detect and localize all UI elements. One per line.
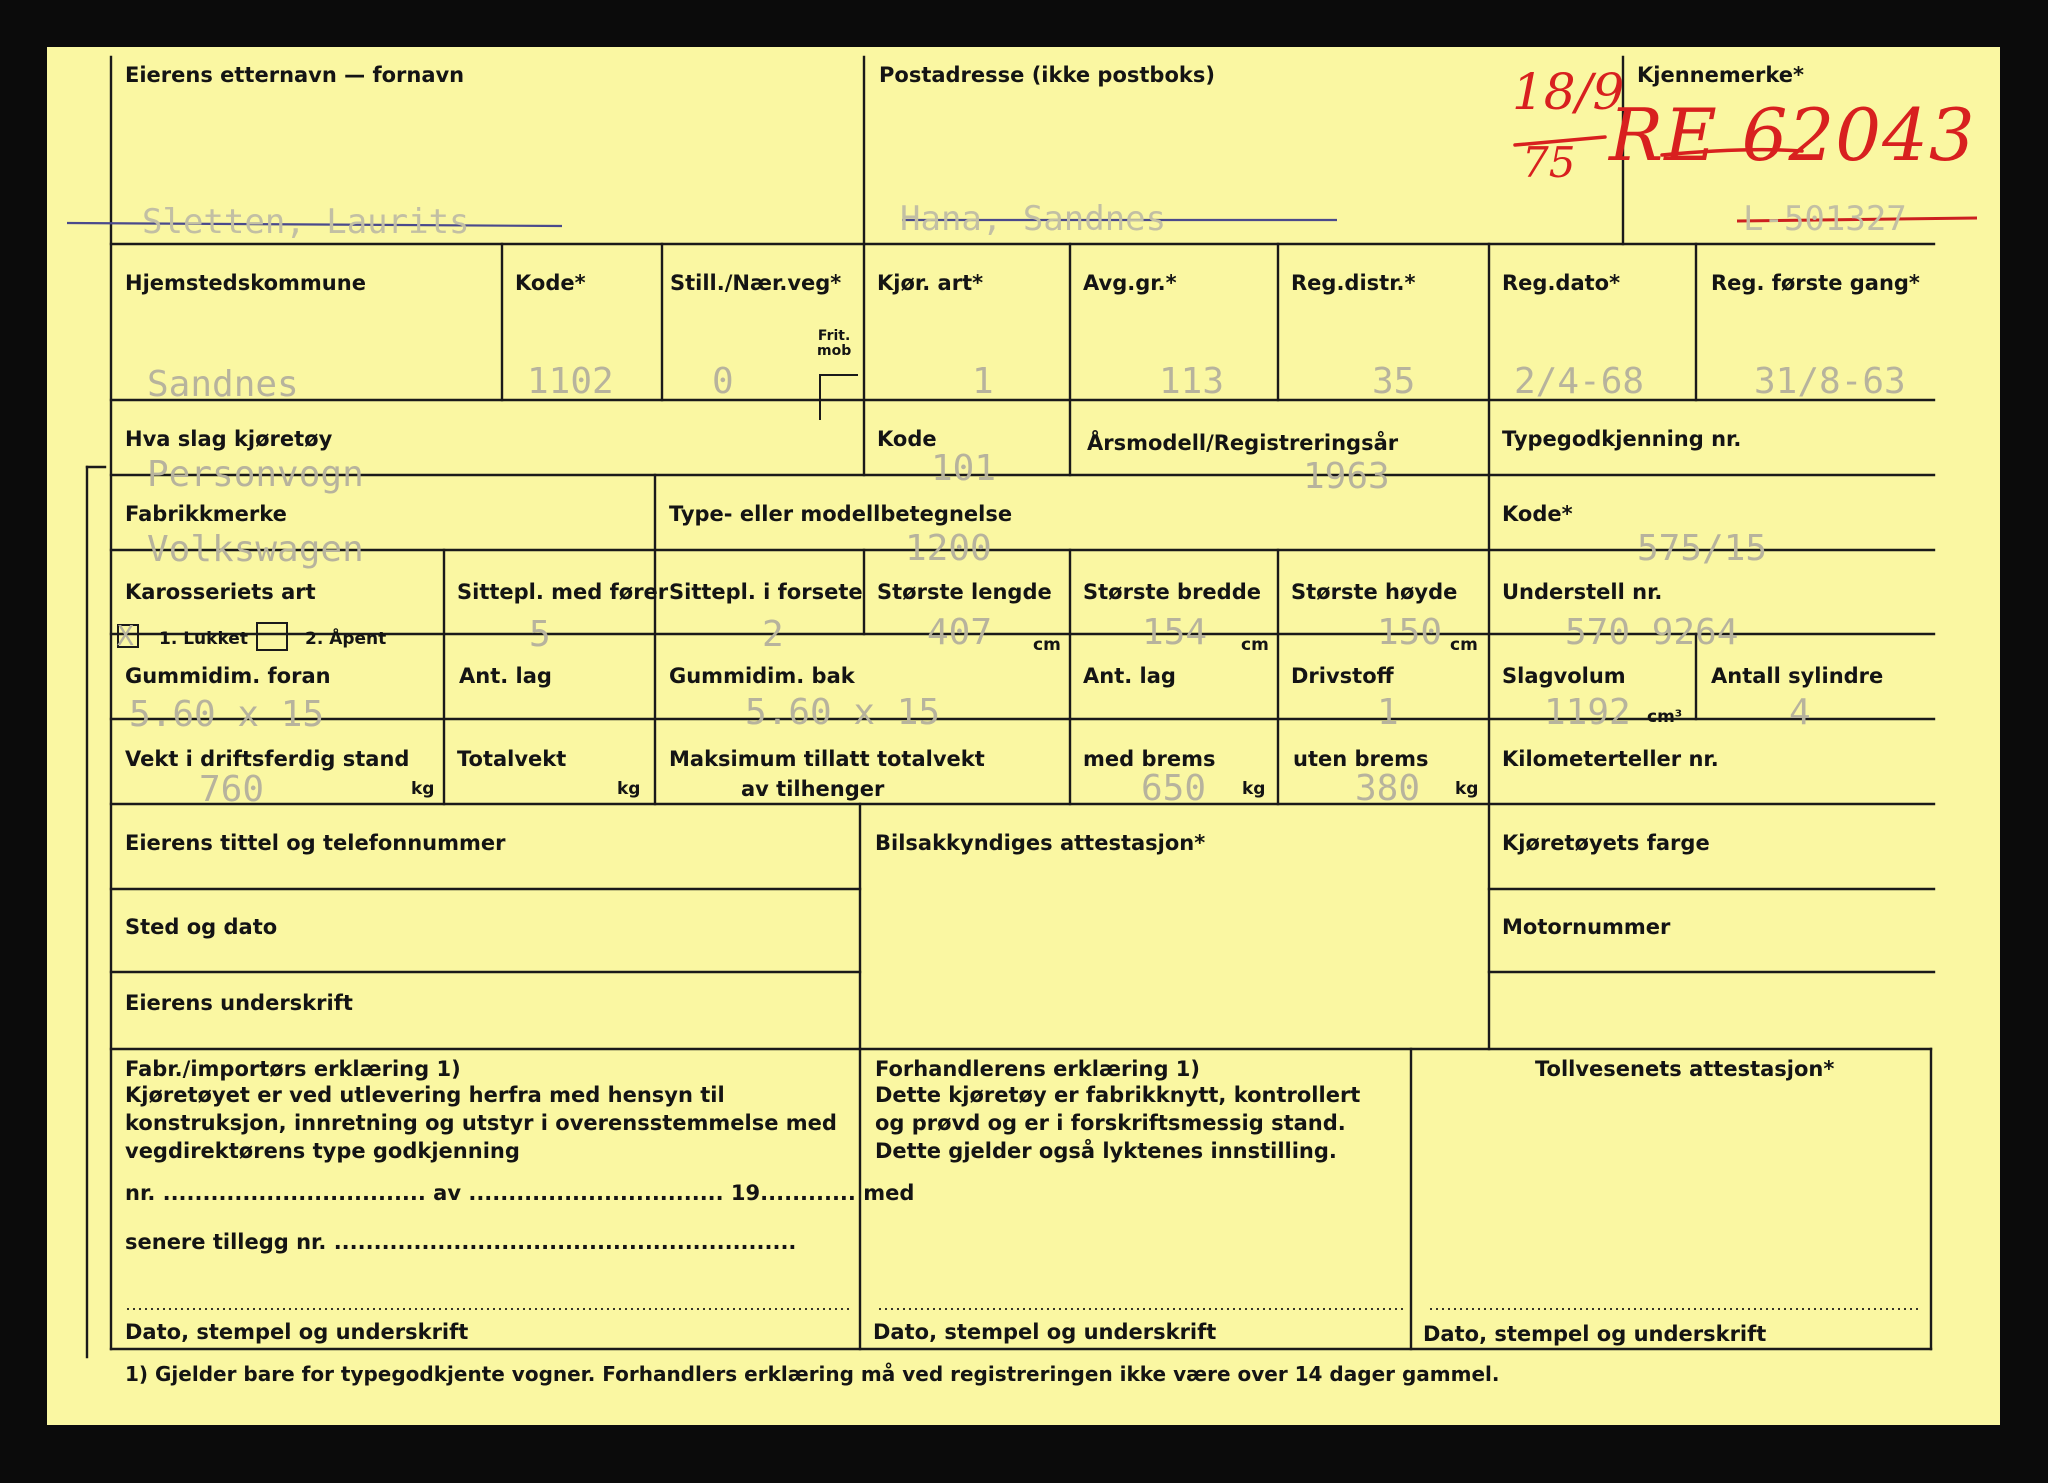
approval-nr-line: nr. ................................. av ................................ 19............ med (125, 1181, 915, 1205)
dealer-declaration-text: Dette kjøretøy er fabrikknytt, kontrollert og prøvd og er i forskriftsmessig stand. Dette gjelder også lyktenes innstilling. (875, 1083, 1361, 1163)
reg-date-label: Reg.dato* (1502, 271, 1621, 295)
municipality-value: Sandnes (147, 364, 299, 405)
position-label: Still./Nær.veg* (670, 271, 842, 295)
displacement-value: 1192 (1544, 692, 1631, 733)
vehicle-kind-label: Hva slag kjøretøy (125, 427, 333, 451)
owner-name-value: Sletten, Laurits (142, 202, 470, 242)
engine-number-label: Motornummer (1502, 915, 1671, 939)
driving-type-label: Kjør. art* (877, 271, 984, 295)
manufacturer-stamp-label: Dato, stempel og underskrift (125, 1320, 469, 1344)
cylinders-value: 4 (1789, 692, 1811, 733)
vehicle-code-value: 101 (931, 448, 997, 489)
with-brakes-unit: kg (1242, 779, 1266, 799)
displacement-label: Slagvolum (1502, 664, 1626, 688)
height-unit: cm (1450, 635, 1478, 655)
chassis-value: 570 9264 (1565, 612, 1739, 653)
height-value: 150 (1377, 612, 1443, 653)
vehicle-color-label: Kjøretøyets farge (1502, 831, 1710, 855)
body-label: Karosseriets art (125, 580, 316, 604)
municipality-label: Hjemstedskommune (125, 271, 366, 295)
weight-unit: kg (411, 779, 435, 799)
form-grid-lines (47, 47, 2000, 1425)
with-brakes-value: 650 (1141, 768, 1207, 809)
footnote: 1) Gjelder bare for typegodkjente vogner. Forhandlers erklæring må ved registreringen ikke være over 14 dager gammel. (125, 1362, 1500, 1386)
municipality-code-label: Kode* (515, 271, 586, 295)
owner-signature-label: Eierens underskrift (125, 991, 353, 1015)
fuel-label: Drivstoff (1291, 664, 1394, 688)
owner-name-label: Eierens etternavn — fornavn (125, 63, 465, 87)
customs-stamp-label: Dato, stempel og underskrift (1423, 1322, 1767, 1346)
tyre-front-label: Gummidim. foran (125, 664, 331, 688)
vehicle-code-label: Kode (877, 427, 937, 451)
displacement-unit: cm³ (1647, 707, 1683, 727)
tyre-front-value: 5.60 x 15 (129, 694, 325, 735)
address-label: Postadresse (ikke postboks) (879, 63, 1215, 87)
total-weight-label: Totalvekt (457, 747, 567, 771)
model-code-value: 575/15 (1637, 528, 1768, 569)
handwritten-date-bottom: 75 (1522, 138, 1576, 187)
seats-front-label: Sittepl. i forsete (669, 580, 863, 604)
max-total-label: Maksimum tillatt totalvekt (669, 747, 985, 771)
position-value: 0 (712, 361, 734, 402)
without-brakes-value: 380 (1355, 768, 1421, 809)
type-approval-label: Typegodkjenning nr. (1502, 427, 1742, 451)
registration-card (47, 47, 2000, 1425)
model-year-value: 1963 (1303, 456, 1390, 497)
cylinders-label: Antall sylindre (1711, 664, 1884, 688)
weight-value: 760 (199, 769, 265, 810)
municipality-code-value: 1102 (527, 361, 614, 402)
fritid-label: Frit. mob (817, 328, 852, 359)
old-plate-value: L-501327 (1743, 199, 1907, 239)
reg-district-label: Reg.distr.* (1291, 271, 1416, 295)
inspector-attestation-label: Bilsakkyndiges attestasjon* (875, 831, 1206, 855)
plate-label: Kjennemerke* (1637, 63, 1804, 87)
later-addendum-line: senere tillegg nr. .......................................................... (125, 1230, 797, 1254)
width-unit: cm (1241, 635, 1269, 655)
dealer-declaration-title: Forhandlerens erklæring 1) (875, 1057, 1201, 1081)
seats-front-value: 2 (762, 614, 784, 655)
owner-title-phone-label: Eierens tittel og telefonnummer (125, 831, 506, 855)
seats-driver-label: Sittepl. med fører (457, 580, 669, 604)
fuel-value: 1 (1377, 692, 1399, 733)
address-value: Hana, Sandnes (900, 199, 1167, 239)
first-reg-label: Reg. første gang* (1711, 271, 1920, 295)
length-label: Største lengde (877, 580, 1052, 604)
make-label: Fabrikkmerke (125, 502, 287, 526)
without-brakes-unit: kg (1455, 779, 1479, 799)
odometer-label: Kilometerteller nr. (1502, 747, 1719, 771)
model-value: 1200 (905, 528, 992, 569)
body-closed-label: 1. Lukket (159, 629, 248, 649)
tyre-rear-label: Gummidim. bak (669, 664, 855, 688)
trailer-label: av tilhenger (741, 777, 885, 801)
weight-label: Vekt i driftsferdig stand (125, 747, 410, 771)
manufacturer-declaration-text: Kjøretøyet er ved utlevering herfra med hensyn til konstruksjon, innretning og utstyr i overensstemmelse med vegdirektørens type godkjenning (125, 1083, 837, 1163)
length-unit: cm (1033, 635, 1061, 655)
customs-attestation-title: Tollvesenets attestasjon* (1535, 1057, 1835, 1081)
rear-layers-label: Ant. lag (1083, 664, 1176, 688)
driving-type-value: 1 (972, 361, 994, 402)
vehicle-kind-value: Personvogn (147, 454, 364, 495)
width-value: 154 (1142, 612, 1208, 653)
make-value: Volkswagen (147, 529, 364, 570)
without-brakes-label: uten brems (1293, 747, 1429, 771)
handwritten-new-plate: RE 62043 (1609, 93, 1976, 177)
length-value: 407 (927, 612, 993, 653)
first-reg-value: 31/8-63 (1754, 361, 1906, 402)
model-year-label: Årsmodell/Registreringsår (1087, 431, 1399, 455)
reg-date-value: 2/4-68 (1514, 361, 1645, 402)
model-label: Type- eller modellbetegnelse (669, 502, 1013, 526)
height-label: Største høyde (1291, 580, 1458, 604)
seats-driver-value: 5 (529, 614, 551, 655)
total-weight-unit: kg (617, 779, 641, 799)
dealer-stamp-label: Dato, stempel og underskrift (873, 1320, 1217, 1344)
place-date-label: Sted og dato (125, 915, 278, 939)
fee-group-value: 113 (1159, 361, 1225, 402)
handwritten-date-top: 18/9 (1512, 63, 1625, 121)
fee-group-label: Avg.gr.* (1083, 271, 1177, 295)
front-layers-label: Ant. lag (459, 664, 552, 688)
model-code-label: Kode* (1502, 502, 1573, 526)
chassis-label: Understell nr. (1502, 580, 1663, 604)
reg-district-value: 35 (1372, 361, 1416, 402)
manufacturer-declaration-title: Fabr./importørs erklæring 1) (125, 1057, 461, 1081)
width-label: Største bredde (1083, 580, 1261, 604)
body-closed-check: X (117, 619, 134, 652)
tyre-rear-value: 5.60 x 15 (745, 692, 941, 733)
with-brakes-label: med brems (1083, 747, 1216, 771)
body-open-label: 2. Åpent (305, 629, 387, 649)
